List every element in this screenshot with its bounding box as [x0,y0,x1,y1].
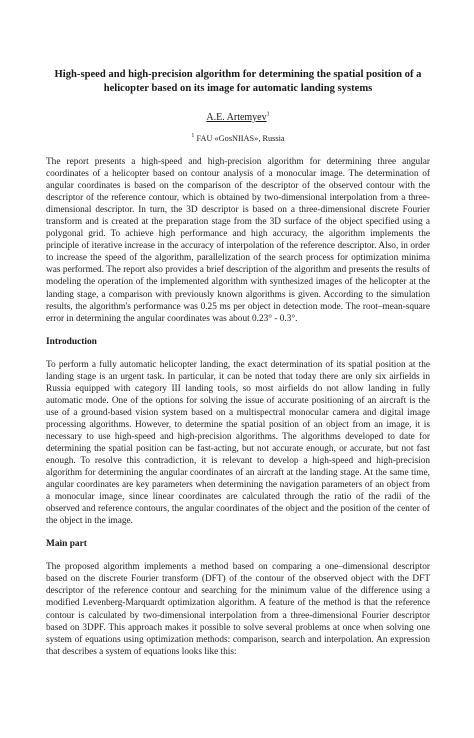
abstract-paragraph: The report presents a high-speed and high-precision algorithm for determining three angular coordinates of a helicopter based on contour analysis of a monocular image. The determination of angular coordinates is based on the comparison of the descriptor of the observed contour with the descriptor of the reference contour, which is obtained by two-dimensional interpolation from a three-dimensional descriptor. In turn, the 3D descriptor is based on a three-dimensional discrete Fourier transform and is created at the preparation stage from the 3D surface of the object specified using a polygonal grid. To achieve high performance and high accuracy, the algorithm implements the principle of iterative increase in the accuracy of interpolation of the reference descriptor. Also, in order to increase the speed of the algorithm, parallelization of the search process for optimization minima was performed. The report also provides a brief description of the algorithm and presents the results of modeling the operation of the implemented algorithm with synthesized images of the helicopter at the landing stage, a comparison with previously known algorithms is given. According to the simulation results, the algorithm's performance was 0.25 ms per object in detection mode. The root–mean-square error in determining the angular coordinates was about 0.23° - 0.3°. [46,157,430,324]
author-name[interactable]: A.E. Artemyev [206,112,267,123]
author-affiliation-mark: 1 [266,111,270,118]
main-part-paragraph: The proposed algorithm implements a method based on comparing a one–dimensional descriptor based on the discrete Fourier transform (DFT) of the contour of the observed object with the DFT descriptor of the reference contour and searching for the minimum value of the difference using a modified Levenberg-Marquardt optimization algorithm. A feature of the method is that the reference contour is calculated by two-dimensional interpolation from a three-dimensional Fourier descriptor based on 3DPF. This approach makes it possible to solve several problems at once when solving one system of equations using optimization methods: comparison, search and interpolation. An expression that describes a system of equations looks like this: [46,562,430,657]
section-heading-introduction: Introduction [46,336,97,347]
affiliation-mark: 1 [191,133,195,140]
introduction-paragraph: To perform a fully automatic helicopter landing, the exact determination of its spatial position at the landing stage is an urgent task. In particular, it can be noted that today there are only six airfields in Russia equipped with category III landing tools, so most airfields do not allow landing in fully automatic mode. One of the options for solving the issue of accurate positioning of an aircraft is the use of a ground-based vision system based on a multispectral monocular camera and digital image processing algorithms. However, to determine the spatial position of an object from an image, it is necessary to use high-speed and high-precision algorithms. The algorithms developed to date for determining the spatial position can be fast-acting, but not accurate enough, or accurate, but not fast enough. To resolve this contradiction, it is relevant to develop a high-speed and high-precision algorithm for determining the angular coordinates of an aircraft at the landing stage. At the same time, angular coordinates are key parameters when determining the navigation parameters of an object from a monocular image, since linear coordinates are calculated through the ratio of the radii of the observed and reference contours, the angular coordinates of the object and the position of the center of the object in the image. [46,359,430,527]
affiliation-text: FAU «GosNIIAS», Russia [196,134,285,143]
paper-page [0,68,474,738]
affiliation-line [46,133,430,144]
author-line [46,112,430,124]
section-heading-main-part: Main part [46,539,87,550]
paper-title: High-speed and high-precision algorithm for determining the spatial position of a helicopter based on its image for automatic landing systems [54,69,422,94]
